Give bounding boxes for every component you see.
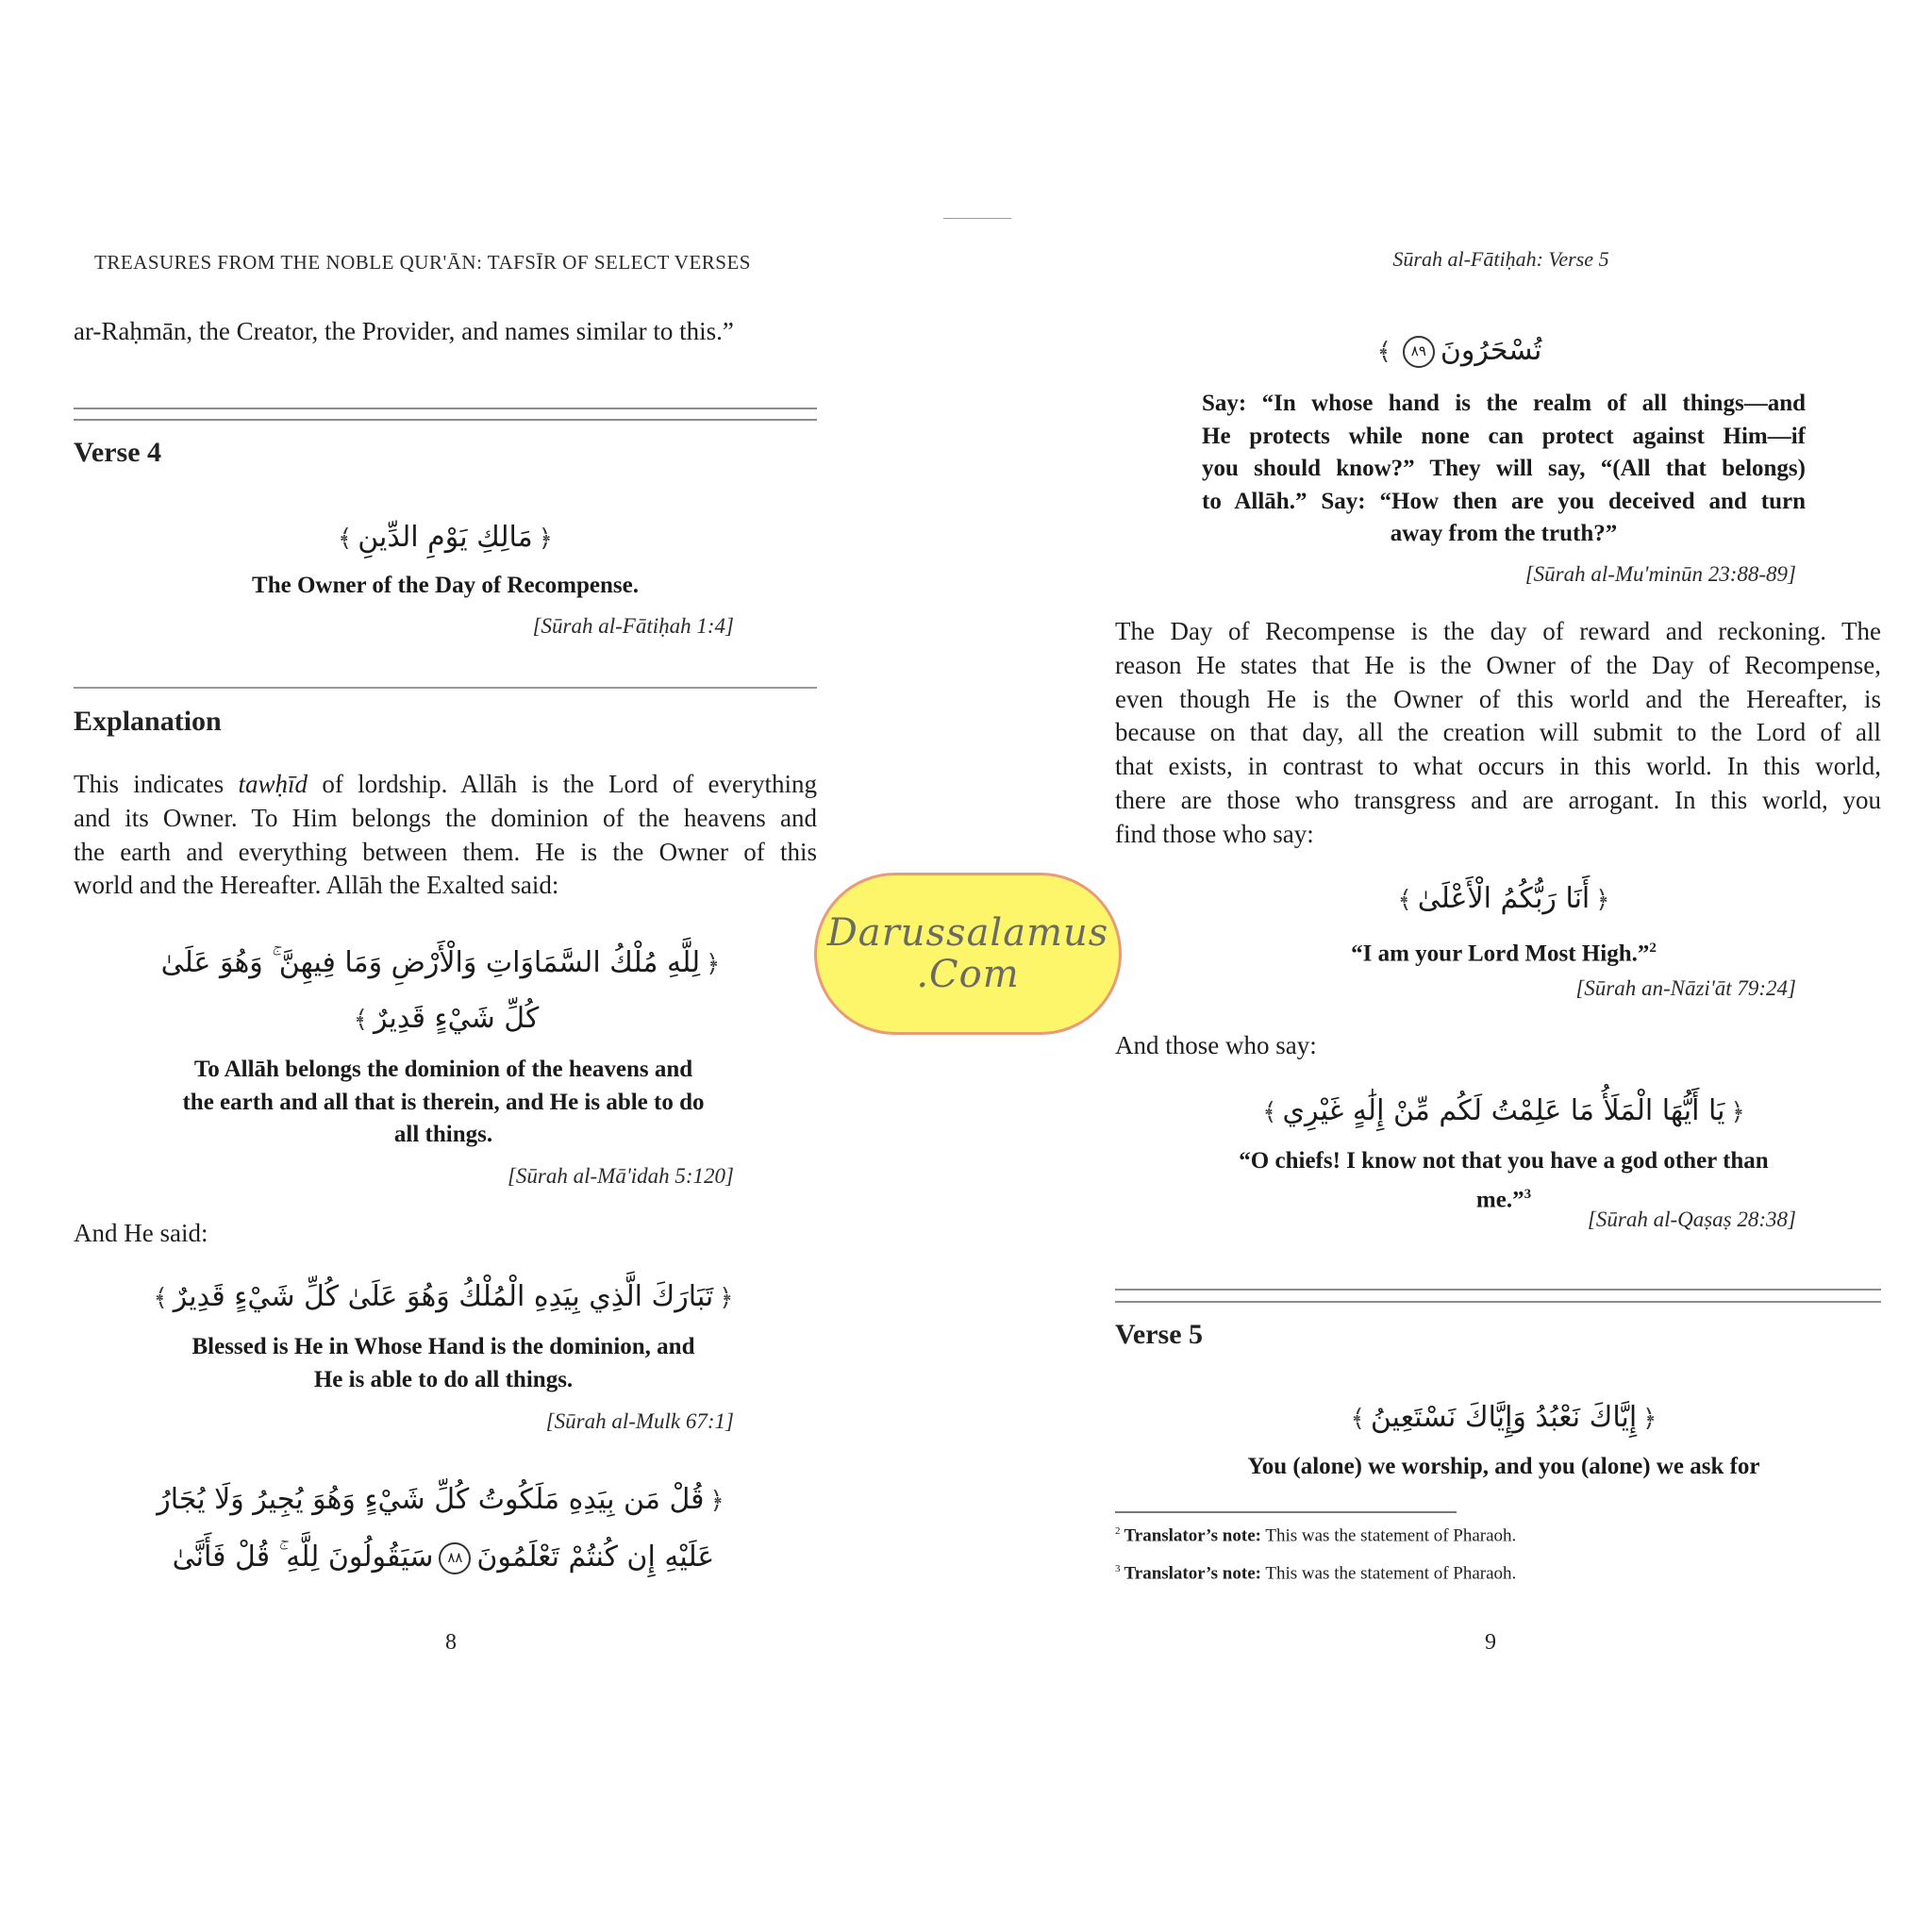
- running-head: Sūrah al-Fātiḥah: Verse 5: [1392, 247, 1609, 271]
- double-rule-bottom: [1115, 1301, 1881, 1303]
- double-rule-top: [1115, 1289, 1881, 1291]
- continuation-text: ar-Raḥmān, the Creator, the Provider, and names similar to this.”: [74, 317, 734, 345]
- footnote-ref[interactable]: 2: [1649, 941, 1657, 956]
- body-line: because on that day, all the creation will submit to the Lord of all: [1115, 718, 1881, 747]
- body-line: The Day of Recompense is the day of reward and reckoning. The: [1115, 617, 1881, 645]
- ornate-bracket-close-icon: ﴾: [1350, 1405, 1365, 1433]
- explanation-line: and its Owner. To Him belongs the dominion of the heavens and: [74, 803, 817, 832]
- arabic-line: عَلَيْهِ إِن كُنتُمْ تَعْلَمُونَ٨٨سَيَقُولُونَ لِلَّهِ ۚ قُلْ فَأَنَّىٰ: [172, 1541, 715, 1574]
- ornate-bracket-open-icon: ﴿: [1730, 1098, 1745, 1126]
- verse-4-citation: [Sūrah al-Fātiḥah 1:4]: [532, 614, 734, 638]
- explanation-heading: Explanation: [74, 706, 222, 737]
- verse-4-arabic: [74, 510, 817, 566]
- verse-5-heading: Verse 5: [1115, 1319, 1204, 1350]
- verse-4-heading: Verse 4: [74, 437, 162, 468]
- quote4-translation: “I am your Lord Most High.”$^2$: [1351, 941, 1657, 967]
- ornate-bracket-open-icon: ﴿: [538, 525, 553, 553]
- arabic-text: مَالِكِ يَوْمِ الدِّينِ: [358, 521, 533, 554]
- body-line: even though He is the Owner of this world and the Hereafter, is: [1115, 684, 1881, 713]
- ornate-bracket-close-icon: ﴾: [337, 525, 353, 553]
- page-number: 8: [445, 1630, 457, 1655]
- body-line: find those who say:: [1115, 819, 1314, 848]
- quote5-translation: “O chiefs! I know not that you have a god other than me.”$^3$: [1239, 1148, 1769, 1212]
- ornate-bracket-open-icon: ﴿: [719, 1284, 734, 1312]
- ayah-number-medallion-icon: ٨٩: [1403, 336, 1435, 368]
- ornate-bracket-close-icon: ﴾: [1262, 1098, 1277, 1126]
- quote2-citation: [Sūrah al-Mulk 67:1]: [545, 1409, 734, 1433]
- ayah-number-medallion-icon: ٨٨: [439, 1542, 471, 1574]
- section-rule: [74, 687, 817, 689]
- quote5-arabic: ﴿يَا أَيُّهَا الْمَلَأُ مَا عَلِمْتُ لَكُم مِّنْ إِلَٰهٍ غَيْرِي﴾: [1174, 1084, 1834, 1140]
- quote2-translation: Blessed is He in Whose Hand is the dominion, and He is able to do all things.: [192, 1334, 695, 1392]
- arabic-line: ﴿لِلَّهِ مُلْكُ السَّمَاوَاتِ وَالْأَرْضِ وَمَا فِيهِنَّ ۚ وَهُوَ عَلَىٰ: [142, 936, 745, 991]
- arabic-line: ﴿قُلْ مَن بِيَدِهِ مَلَكُوتُ كُلِّ شَيْءٍ وَهُوَ يُجِيرُ وَلَا يُجَارُ: [142, 1472, 745, 1529]
- verse-4-translation: The Owner of the Day of Recompense.: [252, 573, 639, 598]
- verse-5-arabic: ﴿إِيَّاكَ نَعْبُدُ وَإِيَّاكَ نَسْتَعِينُ﴾: [1202, 1391, 1806, 1446]
- watermark-line1: Darussalamus: [826, 911, 1109, 955]
- watermark-line2: .Com: [916, 953, 1020, 996]
- quote3-continued-arabic: تُسْحَرُونَ٨٩﴾: [1202, 324, 1711, 379]
- quote1-citation: [Sūrah al-Mā'idah 5:120]: [507, 1164, 734, 1188]
- footnote-2: $^2$ Translator’s note: This was the statement of Pharaoh.: [1115, 1525, 1517, 1546]
- italic-term: tawḥīd: [238, 770, 308, 798]
- verse-5-translation: You (alone) we worship, and you (alone) we ask for: [1247, 1454, 1760, 1479]
- body-line: that exists, in contrast to what occurs in this world. In this world,: [1115, 752, 1881, 781]
- body-line: there are those who transgress and are arrogant. In this world, you: [1115, 785, 1881, 814]
- quote4-arabic: ﴿أَنَا رَبُّكُمُ الْأَعْلَىٰ﴾: [1202, 872, 1806, 927]
- quote4-citation: [Sūrah an-Nāzi'āt 79:24]: [1575, 976, 1796, 1000]
- arabic-line: كُلِّ شَيْءٍ قَدِيرٌ﴾: [142, 991, 745, 1047]
- body-paragraph: [1115, 615, 1881, 852]
- and-those-who-say: And those who say:: [1115, 1031, 1317, 1059]
- explanation-line: world and the Hereafter. Allāh the Exalted said:: [74, 871, 559, 900]
- ornate-bracket-close-icon: ﴾: [1397, 886, 1412, 914]
- ornate-bracket-close-icon: ﴾: [153, 1284, 168, 1312]
- quote3-translation: Say: “In whose hand is the realm of all things—and He protects while none can protect against Him—if you should know?” They will say, “(All that belongs) to Allāh.” Say: “How then are you deceived and turn away from the truth?”: [1202, 391, 1806, 546]
- double-rule-bottom: [74, 419, 817, 421]
- quote2-arabic: ﴿تَبَارَكَ الَّذِي بِيَدِهِ الْمُلْكُ وَهُوَ عَلَىٰ كُلِّ شَيْءٍ قَدِيرٌ﴾: [142, 1270, 745, 1325]
- quote1-translation: To Allāh belongs the dominion of the heavens and the earth and all that is therein, and He is able to do all things.: [182, 1057, 705, 1147]
- explanation-paragraph: [74, 768, 817, 903]
- explanation-line: This indicates tawḥīd of lordship. Allāh is the Lord of everything: [74, 770, 818, 798]
- quote3-arabic: [142, 1472, 745, 1586]
- and-he-said: And He said:: [74, 1219, 208, 1247]
- quote3-citation: [Sūrah al-Mu'minūn 23:88-89]: [1524, 562, 1796, 586]
- double-rule-top: [74, 408, 817, 409]
- footnote-ref[interactable]: 3: [1524, 1186, 1532, 1202]
- ornate-bracket-close-icon: ﴾: [1376, 338, 1391, 366]
- quote1-arabic: [142, 936, 745, 1047]
- ornate-bracket-open-icon: ﴿: [1595, 886, 1610, 914]
- running-head: TREASURES FROM THE NOBLE QUR'ĀN: TAFSĪR OF SELECT VERSES: [94, 251, 751, 274]
- footnote-3: $^3$ Translator’s note: This was the statement of Pharaoh.: [1115, 1563, 1517, 1584]
- explanation-line: the earth and everything between them. He is the Owner of this: [74, 837, 817, 866]
- page-number: 9: [1485, 1630, 1496, 1655]
- ornate-bracket-open-icon: ﴿: [709, 1487, 724, 1515]
- ornate-bracket-open-icon: ﴿: [1642, 1405, 1657, 1433]
- watermark-logo: [814, 873, 1122, 1035]
- body-line: reason He states that He is the Owner of the Day of Recompense,: [1115, 650, 1881, 679]
- footnote-rule: [1115, 1511, 1457, 1513]
- quote5-citation: [Sūrah al-Qaṣaṣ 28:38]: [1587, 1208, 1796, 1231]
- ornate-bracket-open-icon: ﴿: [706, 950, 721, 978]
- ornate-bracket-close-icon: ﴾: [353, 1006, 368, 1034]
